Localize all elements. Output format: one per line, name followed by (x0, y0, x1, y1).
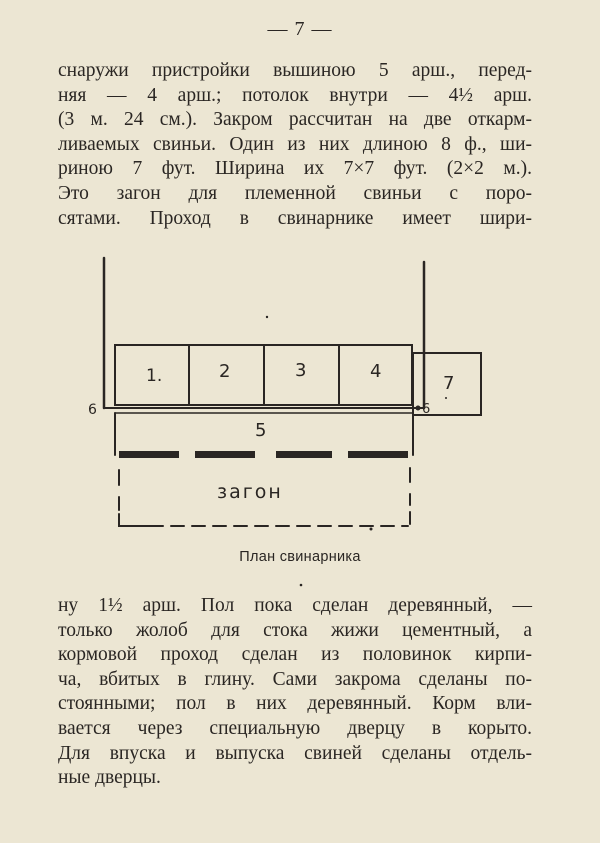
text-line: ну 1½ арш. Пол пока сделан деревянный, — (58, 595, 532, 616)
stray-dot (266, 316, 268, 318)
stray-dot (445, 397, 447, 399)
side-room-label: 7 (443, 373, 455, 394)
text-line: стоянными; пол в них деревянный. Корм вли- (58, 693, 532, 715)
text-line: снаружи пристройки вышиною 5 арш., перед- (58, 60, 532, 81)
pen-label-2: 2 (219, 361, 231, 382)
stray-dot (300, 584, 303, 587)
text-line: риною 7 фут. Ширина их 7×7 фут. (2×2 м.). (58, 158, 532, 180)
page-number: — 7 — (267, 18, 333, 40)
text-line: ливаемых свиньи. Один из них длиною 8 ф., ши- (58, 133, 532, 155)
text-line: кормовой проход сделан из половинок кирпи- (58, 644, 532, 666)
text-line: няя — 4 арш.; потолок внутри — 4½ арш. (58, 84, 532, 106)
passage-label: 5 (255, 420, 267, 441)
text-line: Для впуска и выпуска свиней сделаны отдель- (58, 742, 532, 764)
trough (348, 451, 408, 458)
pen-label-3: 3 (295, 360, 307, 381)
trough (276, 451, 332, 458)
pen-label-1: 1. (146, 366, 163, 386)
trough (195, 451, 255, 458)
text-line: ча, вбитых в глину. Сами закрома сделаны по- (58, 668, 532, 690)
text-line: (3 м. 24 см.). Закром рассчитан на две откарм- (58, 109, 532, 131)
text-line: сятами. Проход в свинарнике имеет шири- (58, 207, 532, 229)
text-line: Это загон для племенной свиньи с поро- (58, 182, 532, 204)
text-line: ные дверцы. (58, 767, 161, 789)
pen-label-4: 4 (370, 361, 382, 382)
mark-label-right: 6 (422, 402, 431, 417)
figure-caption: План свинарника (239, 549, 361, 565)
paragraph-bottom (58, 594, 532, 791)
yard-corner (119, 514, 150, 526)
text-line: только жолоб для стока жижи цементный, а (58, 619, 532, 641)
stray-dot (370, 528, 373, 531)
mark-label-left: 6 (88, 402, 97, 418)
door-mark (416, 406, 421, 411)
text-line: вается через специальную дверцу в корыто. (58, 717, 532, 739)
trough (119, 451, 179, 458)
yard-label: загон (217, 481, 283, 503)
